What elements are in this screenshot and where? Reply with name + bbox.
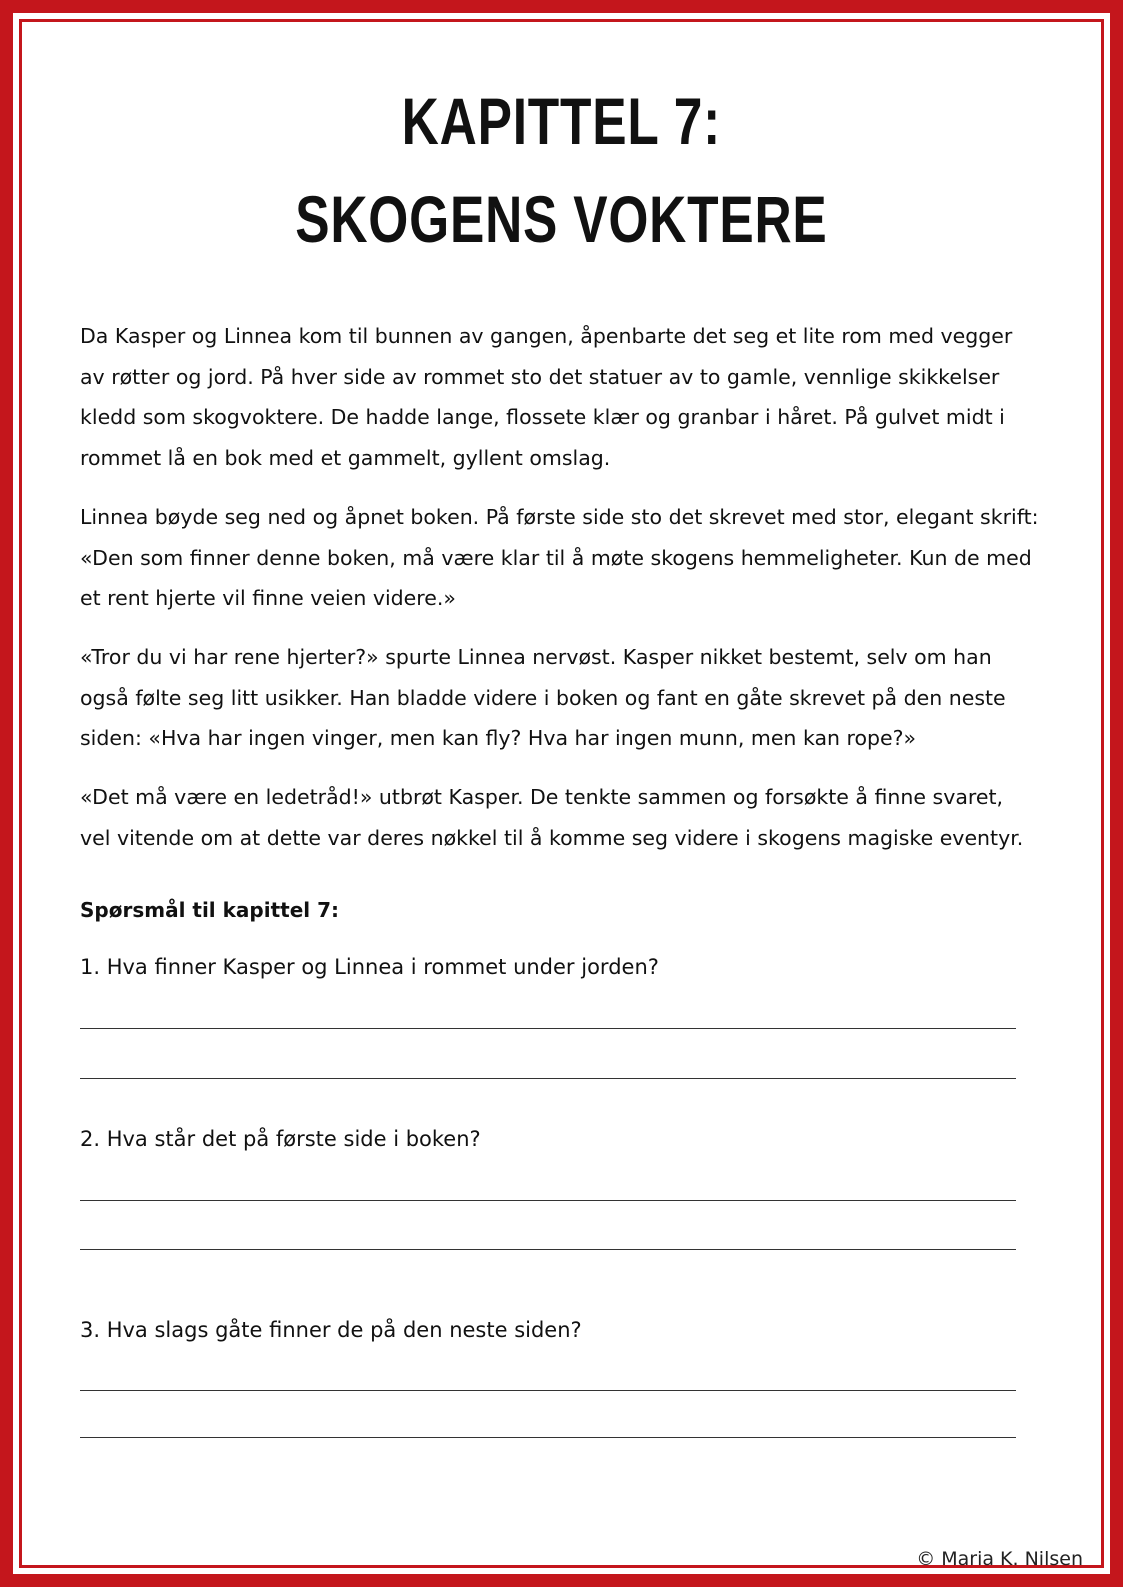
question-1: 1. Hva finner Kasper og Linnea i rommet under jorden? xyxy=(80,955,659,979)
answer-line[interactable] xyxy=(80,1028,1016,1029)
story-paragraph: «Tror du vi har rene hjerter?» spurte Linnea nervøst. Kasper nikket bestemt, selv om han også følte seg litt usikker. Han bladde videre i boken og fant en gåte skrevet på den neste siden: «Hva har ingen vinger, men kan fly? Hva har ingen munn, men kan rope?» xyxy=(80,644,1006,751)
question-2: 2. Hva står det på første side i boken? xyxy=(80,1127,481,1151)
answer-line[interactable] xyxy=(80,1200,1016,1201)
chapter-title-line-2: SKOGENS VOKTERE xyxy=(295,182,828,256)
chapter-title xyxy=(123,72,999,268)
answer-line[interactable] xyxy=(80,1437,1016,1438)
story-paragraph: Da Kasper og Linnea kom til bunnen av gangen, åpenbarte det seg et lite rom med vegger av røtter og jord. På hver side av rommet sto det statuer av to gamle, vennlige skikkelser kledd som skogvoktere. De hadde lange, flossete klær og granbar i håret. På gulvet midt i rommet lå en bok med et gammelt, gyllent omslag. xyxy=(80,324,1013,471)
answer-line[interactable] xyxy=(80,1078,1016,1079)
story-paragraph: «Det må være en ledetråd!» utbrøt Kasper. De tenkte sammen og forsøkte å finne svaret, vel vitende om at dette var deres nøkkel til å komme seg videre i skogens magiske eventyr. xyxy=(80,785,1024,850)
chapter-title-line-1: KAPITTEL 7: xyxy=(401,84,722,158)
answer-line[interactable] xyxy=(80,1390,1016,1391)
story-text xyxy=(80,316,1040,876)
copyright-notice: © Maria K. Nilsen xyxy=(916,1548,1083,1570)
story-paragraph: Linnea bøyde seg ned og åpnet boken. På første side sto det skrevet med stor, elegant skrift: «Den som finner denne boken, må være klar til å møte skogens hemmeligheter. Kun de med et rent hjerte vil finne veien videre.» xyxy=(80,504,1039,611)
questions-heading: Spørsmål til kapittel 7: xyxy=(80,898,340,922)
question-3: 3. Hva slags gåte finner de på den neste siden? xyxy=(80,1318,582,1342)
answer-line[interactable] xyxy=(80,1249,1016,1250)
